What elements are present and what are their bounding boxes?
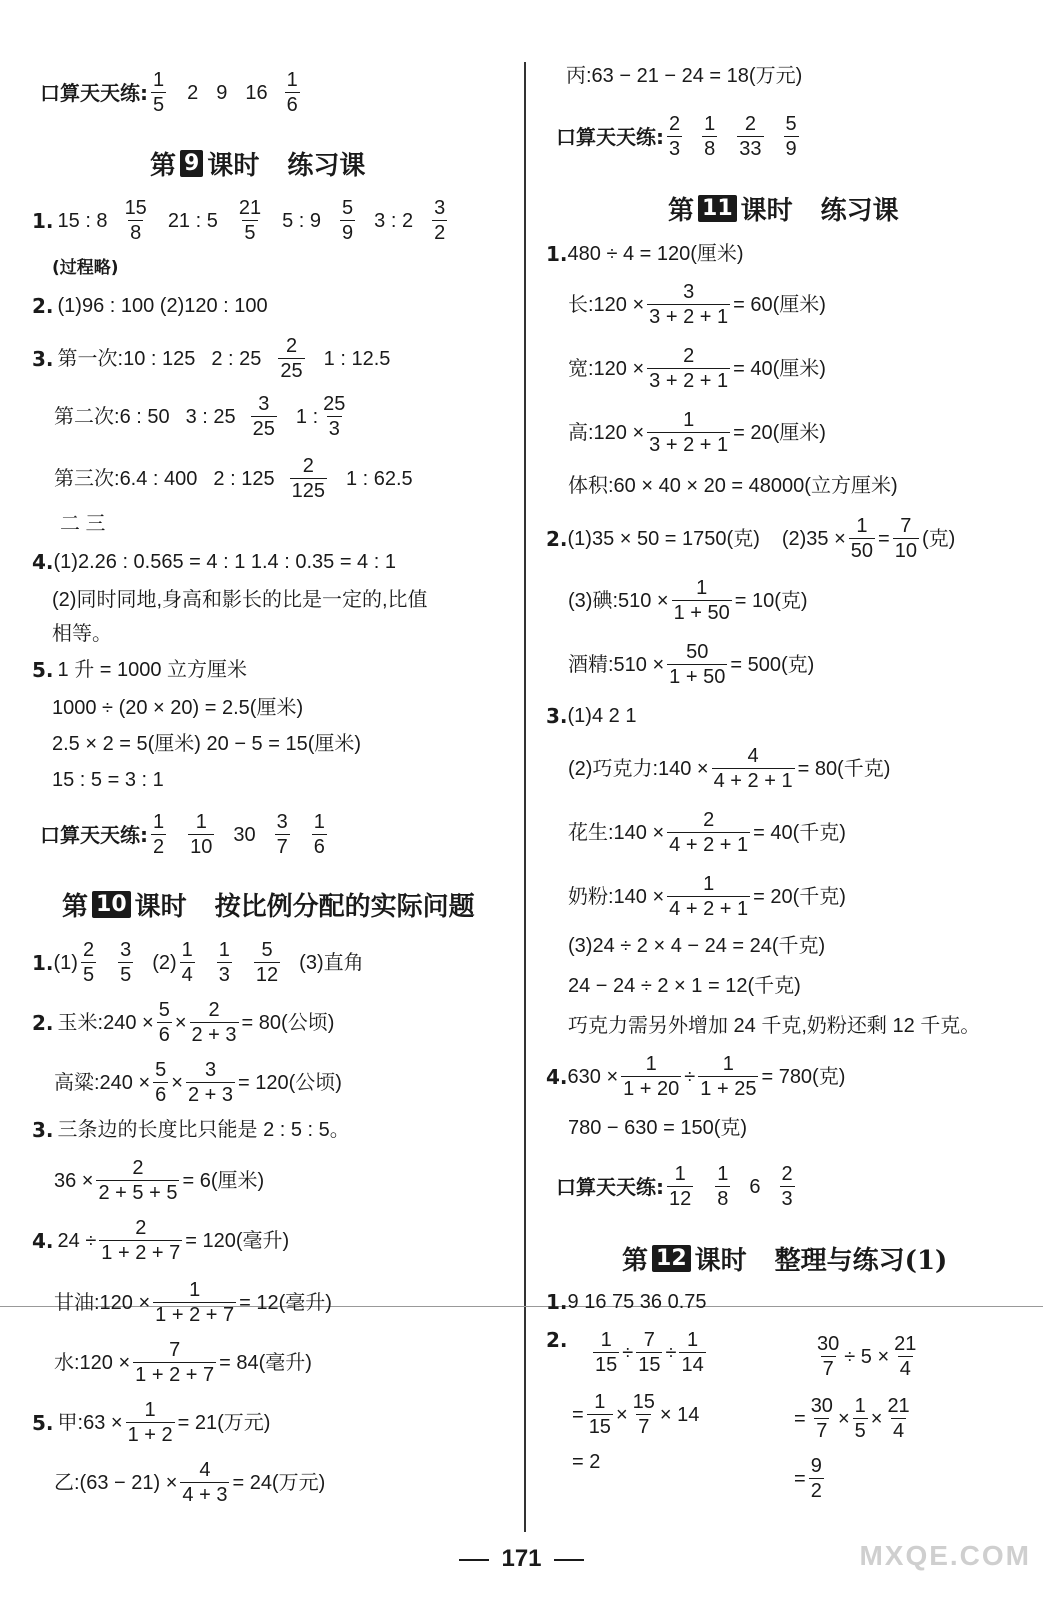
- l10-q5-yi: 乙:(63 − 21) × $\frac{4}{4 + 3}$ = 24(万元): [54, 1459, 326, 1506]
- l9-q5-4: 15 : 5 = 3 : 1: [52, 769, 164, 791]
- l11-q4-2: 780 − 630 = 150(克): [568, 1117, 748, 1139]
- lesson-9-heading: 第 9 课时 练习课: [150, 151, 366, 181]
- l12-q1: 1. 9 16 75 36 0.75: [546, 1290, 707, 1314]
- l11-q2-iodine: (3)碘:510 × $\frac{1}{1 + 50}$ = 10(克): [568, 577, 808, 624]
- kousuan-label: 口算天天练:: [40, 80, 148, 105]
- kousuan-4: 口算天天练: $\frac{1}{12}$ $\frac{1}{8}$ 6 $\frac{2}{3}$: [556, 1163, 793, 1210]
- kousuan-3: 口算天天练: $\frac{2}{3}$ $\frac{1}{8}$ $\frac{2}{33}$ $\frac{5}{9}$: [556, 113, 797, 160]
- l11-q3-3b: 24 − 24 ÷ 2 × 1 = 12(千克): [568, 975, 801, 997]
- l9-q3-first: 3. 第一次: 10 : 125 2 : 25 $\frac{2}{25}$ 1 : 12.5: [32, 335, 391, 382]
- l10-q3-2: 36 × $\frac{2}{2 + 5 + 5}$ = 6(厘米): [54, 1157, 265, 1204]
- l11-q3-chocolate: (2)巧克力:140 × $\frac{4}{4 + 2 + 1}$ = 80(千克): [568, 745, 891, 792]
- l9-q4-3: 相等。: [52, 623, 112, 645]
- l11-q1-1: 1. 480 ÷ 4 = 120(厘米): [546, 242, 744, 266]
- l9-q5-3: 2.5 × 2 = 5(厘米) 20 − 5 = 15(厘米): [52, 733, 362, 755]
- note-process-omitted: (过程略): [52, 258, 119, 278]
- l9-q4-1: 4. (1)2.26 : 0.565 = 4 : 1 1.4 : 0.35 = 4 : 1: [32, 550, 396, 574]
- l10-q3-1: 3. 三条边的长度比只能是 2 : 5 : 5。: [32, 1118, 350, 1142]
- l12-q2-right-3: = $\frac{9}{2}$: [794, 1455, 822, 1502]
- l9-q3-second: 第二次: 6 : 50 3 : 25 $\frac{3}{25}$ 1 : $\frac{25}{3}$: [54, 393, 346, 440]
- lesson-12-heading: 第 12 课时 整理与练习(1): [622, 1246, 948, 1276]
- l10-q1: 1. (1) $\frac{2}{5}$ $\frac{3}{5}$ (2) $\frac{1}{4}$ $\frac{1}{3}$ $\frac{5}{12}$ (3)直角: [32, 939, 364, 986]
- page-number: 171: [0, 1545, 1043, 1573]
- l11-q1-volume: 体积:60 × 40 × 20 = 48000(立方厘米): [568, 475, 898, 497]
- fraction: $\frac{1}{5}$: [153, 69, 165, 116]
- l12-q2-left-1: $\frac{1}{15}$ ÷ $\frac{7}{15}$ ÷ $\frac{1}{14}$: [595, 1329, 704, 1376]
- column-divider: [524, 62, 526, 1532]
- l11-q2-1: 2. (1)35 × 50 = 1750(克) (2)35 × $\frac{1}{50}$ = $\frac{7}{10}$ (克): [546, 515, 956, 562]
- l11-q3-peanut: 花生:140 × $\frac{2}{4 + 2 + 1}$ = 40(千克): [568, 809, 846, 856]
- l10-q2-corn: 2. 玉米:240 × $\frac{5}{6}$ × $\frac{2}{2 + 3}$ = 80(公顷): [32, 999, 335, 1046]
- l12-q2-right-1: $\frac{30}{7}$ ÷ 5 × $\frac{21}{4}$: [817, 1333, 917, 1380]
- l10-q2-sorghum: 高粱:240 × $\frac{5}{6}$ × $\frac{3}{2 + 3}$ = 120(公顷): [54, 1059, 342, 1106]
- l10-q4-water: 水:120 × $\frac{7}{1 + 2 + 7}$ = 84(毫升): [54, 1339, 312, 1386]
- kousuan-2: 口算天天练: $\frac{1}{2}$ $\frac{1}{10}$ 30 $\frac{3}{7}$ $\frac{1}{6}$: [40, 811, 325, 858]
- l11-q1-height: 高:120 × $\frac{1}{3 + 2 + 1}$ = 20(厘米): [568, 409, 826, 456]
- l10-q4-glycerin: 甘油:120 × $\frac{1}{1 + 2 + 7}$ = 12(毫升): [54, 1279, 332, 1326]
- l9-q2: 2. (1)96 : 100 (2)120 : 100: [32, 294, 268, 318]
- lesson-10-heading: 第 10 课时 按比例分配的实际问题: [62, 892, 475, 922]
- dash-left: [459, 1559, 489, 1561]
- l11-q3-conclusion: 巧克力需另外增加 24 千克,奶粉还剩 12 千克。: [568, 1015, 981, 1037]
- l9-q4-2: (2)同时同地,身高和影长的比是一定的,比值: [52, 589, 428, 611]
- l11-q3-1: 3. (1)4 2 1: [546, 704, 637, 728]
- l10-q4-1: 4. 24 ÷ $\frac{2}{1 + 2 + 7}$ = 120(毫升): [32, 1217, 290, 1264]
- l10-q5-jia: 5. 甲:63 × $\frac{1}{1 + 2}$ = 21(万元): [32, 1399, 271, 1446]
- l11-q3-3a: (3)24 ÷ 2 × 4 − 24 = 24(千克): [568, 935, 826, 957]
- l11-q2-alcohol: 酒精:510 × $\frac{50}{1 + 50}$ = 500(克): [568, 641, 815, 688]
- l12-q2-left-2: = $\frac{1}{15}$ × $\frac{15}{7}$ × 14: [572, 1391, 700, 1438]
- l12-q2-left-3: = 2: [572, 1451, 601, 1473]
- l12-q2-no: 2.: [546, 1328, 568, 1352]
- l9-q3-answer: 二 三: [60, 513, 106, 535]
- l11-q4-1: 4. 630 × $\frac{1}{1 + 20}$ ÷ $\frac{1}{1 + 25}$ = 780(克): [546, 1053, 846, 1100]
- l9-q5-1: 5. 1 升 = 1000 立方厘米: [32, 658, 248, 682]
- lesson-11-heading: 第 11 课时 练习课: [668, 196, 899, 226]
- l9-q5-2: 1000 ÷ (20 × 20) = 2.5(厘米): [52, 697, 304, 719]
- dash-right: [554, 1559, 584, 1561]
- l11-q3-milk: 奶粉:140 × $\frac{1}{4 + 2 + 1}$ = 20(千克): [568, 873, 846, 920]
- watermark: MXQE.COM: [859, 1540, 1031, 1571]
- l9-q3-third: 第三次: 6.4 : 400 2 : 125 $\frac{2}{125}$ 1 : 62.5: [54, 455, 413, 502]
- l10-q5-bing: 丙:63 − 21 − 24 = 18(万元): [566, 65, 803, 87]
- l9-q1: 1. 15 : 8 $\frac{15}{8}$ 21 : 5 $\frac{21}{5}$ 5 : 9 $\frac{5}{9}$ 3 : 2 $\frac{3}{2}$: [32, 197, 446, 244]
- kousuan-1: 口算天天练: $\frac{1}{5}$ 2 9 16 $\frac{1}{6}$: [40, 69, 298, 116]
- l12-q2-right-2: = $\frac{30}{7}$ × $\frac{1}{5}$ × $\frac{21}{4}$: [794, 1395, 910, 1442]
- l11-q1-width: 宽:120 × $\frac{2}{3 + 2 + 1}$ = 40(厘米): [568, 345, 826, 392]
- l11-q1-length: 长:120 × $\frac{3}{3 + 2 + 1}$ = 60(厘米): [568, 281, 826, 328]
- fraction: $\frac{1}{6}$: [286, 69, 298, 116]
